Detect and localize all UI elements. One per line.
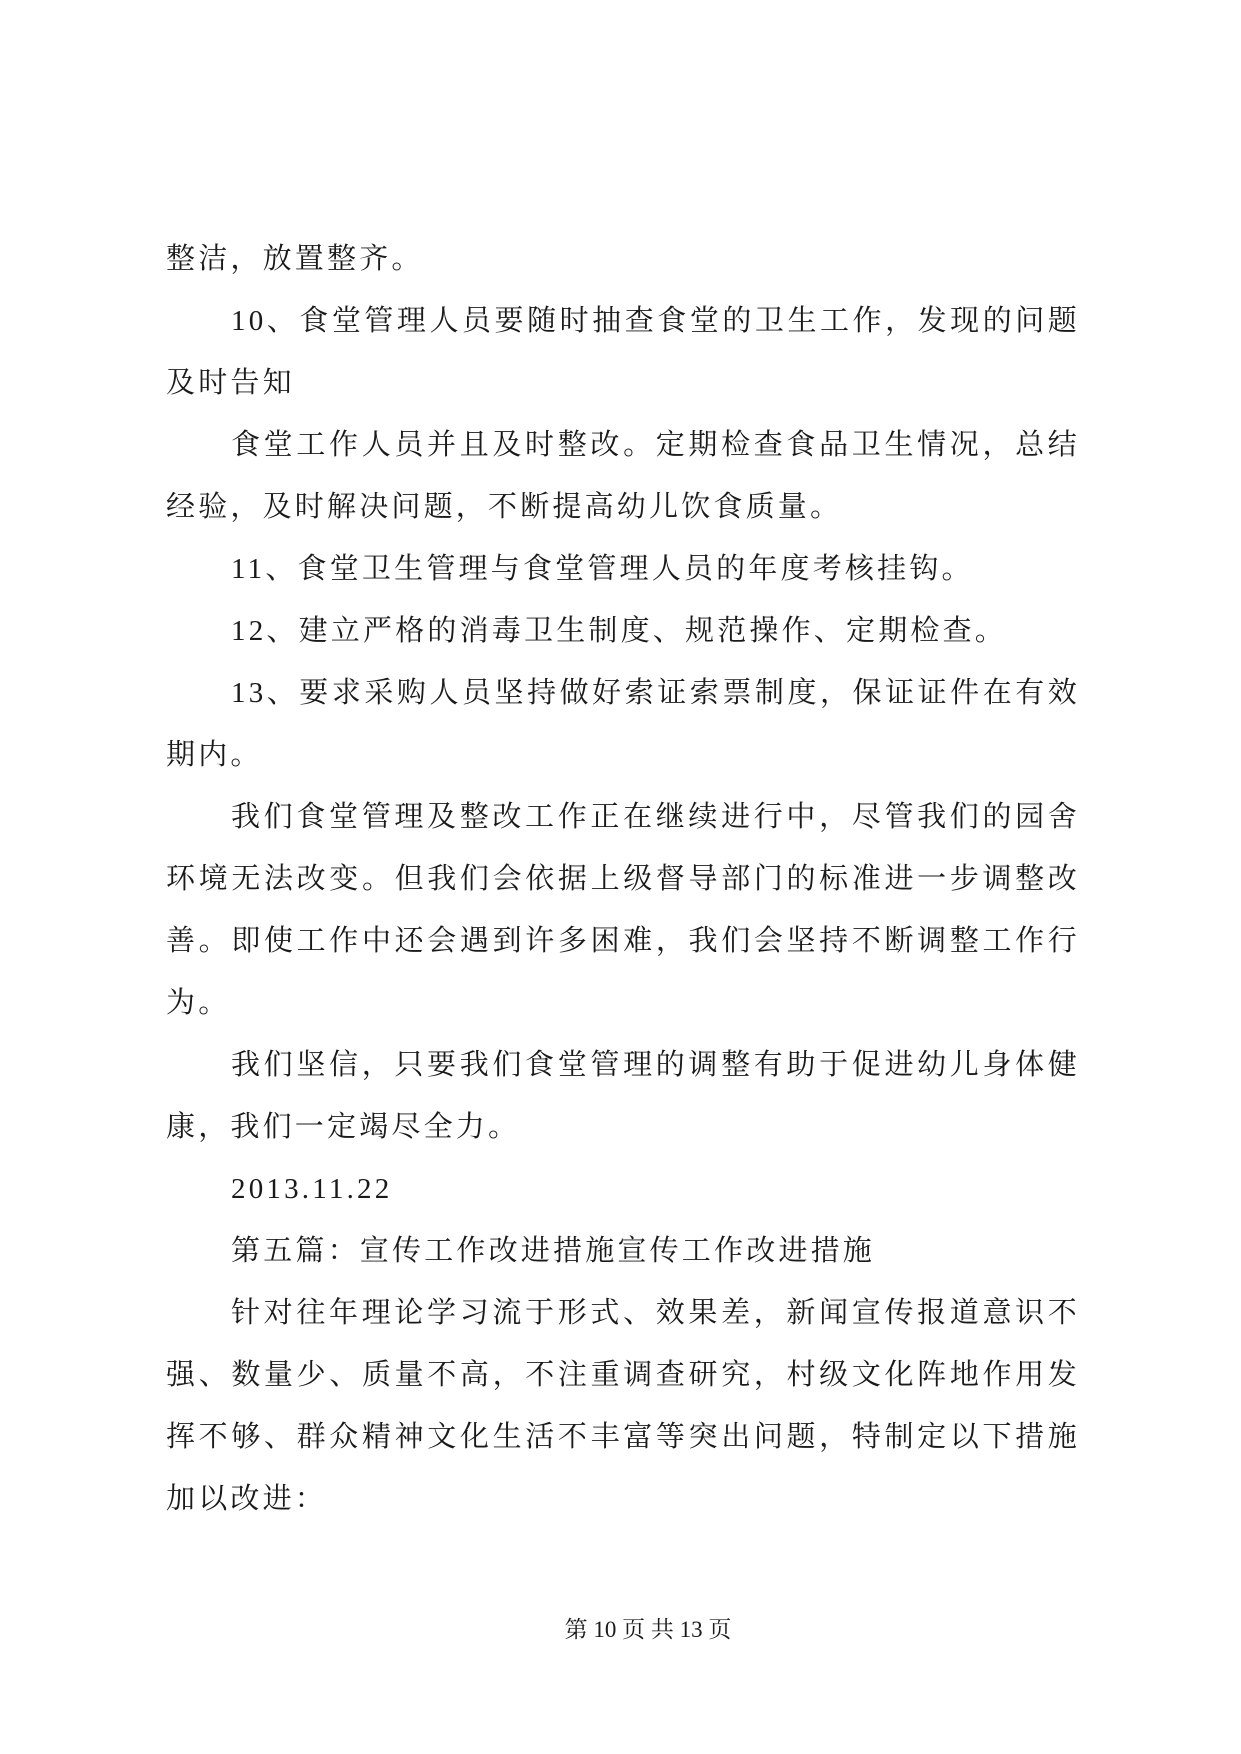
text-line: 期内。 bbox=[166, 739, 263, 771]
paragraph-item-12 bbox=[166, 600, 1080, 662]
date-line: 2013.11.22 bbox=[231, 1173, 393, 1205]
text-line: 挥不够、群众精神文化生活不丰富等突出问题，特制定以下措施 bbox=[166, 1421, 1080, 1453]
section-heading bbox=[166, 1220, 1080, 1282]
text-line: 针对往年理论学习流于形式、效果差，新闻宣传报道意识不 bbox=[231, 1297, 1080, 1329]
text-line: 加以改进： bbox=[166, 1483, 328, 1515]
text-line: 康，我们一定竭尽全力。 bbox=[166, 1111, 521, 1143]
section-title: 第五篇：宣传工作改进措施宣传工作改进措施 bbox=[231, 1235, 876, 1267]
text-line: 为。 bbox=[166, 987, 231, 1019]
text-line: 10、食堂管理人员要随时抽查食堂的卫生工作，发现的问题 bbox=[231, 305, 1080, 337]
text-line: 13、要求采购人员坚持做好索证索票制度，保证证件在有效 bbox=[231, 677, 1080, 709]
text-line: 12、建立严格的消毒卫生制度、规范操作、定期检查。 bbox=[231, 615, 1008, 647]
text-line: 环境无法改变。但我们会依据上级督导部门的标准进一步调整改 bbox=[166, 863, 1080, 895]
paragraph-item-11 bbox=[166, 538, 1080, 600]
text-line: 我们坚信，只要我们食堂管理的调整有助于促进幼儿身体健 bbox=[231, 1049, 1080, 1081]
text-line: 我们食堂管理及整改工作正在继续进行中，尽管我们的园舍 bbox=[231, 801, 1080, 833]
text-line: 及时告知 bbox=[166, 367, 295, 399]
text-line: 11、食堂卫生管理与食堂管理人员的年度考核挂钩。 bbox=[231, 553, 974, 585]
paragraph bbox=[166, 1034, 1080, 1158]
paragraph-item-13 bbox=[166, 662, 1080, 786]
paragraph bbox=[166, 786, 1080, 1034]
date-paragraph bbox=[166, 1158, 1080, 1220]
text-line: 整洁，放置整齐。 bbox=[166, 243, 424, 275]
text-line: 经验，及时解决问题，不断提高幼儿饮食质量。 bbox=[166, 491, 843, 523]
page-footer: 第 10 页 共 13 页 bbox=[564, 1617, 732, 1642]
paragraph bbox=[166, 414, 1080, 538]
paragraph-continuation bbox=[166, 228, 1080, 290]
text-line: 善。即使工作中还会遇到许多困难，我们会坚持不断调整工作行 bbox=[166, 925, 1080, 957]
body-text bbox=[166, 228, 1080, 1530]
text-line: 强、数量少、质量不高，不注重调查研究，村级文化阵地作用发 bbox=[166, 1359, 1080, 1391]
paragraph-item-10 bbox=[166, 290, 1080, 414]
text-line: 食堂工作人员并且及时整改。定期检查食品卫生情况，总结 bbox=[231, 429, 1080, 461]
paragraph bbox=[166, 1282, 1080, 1530]
